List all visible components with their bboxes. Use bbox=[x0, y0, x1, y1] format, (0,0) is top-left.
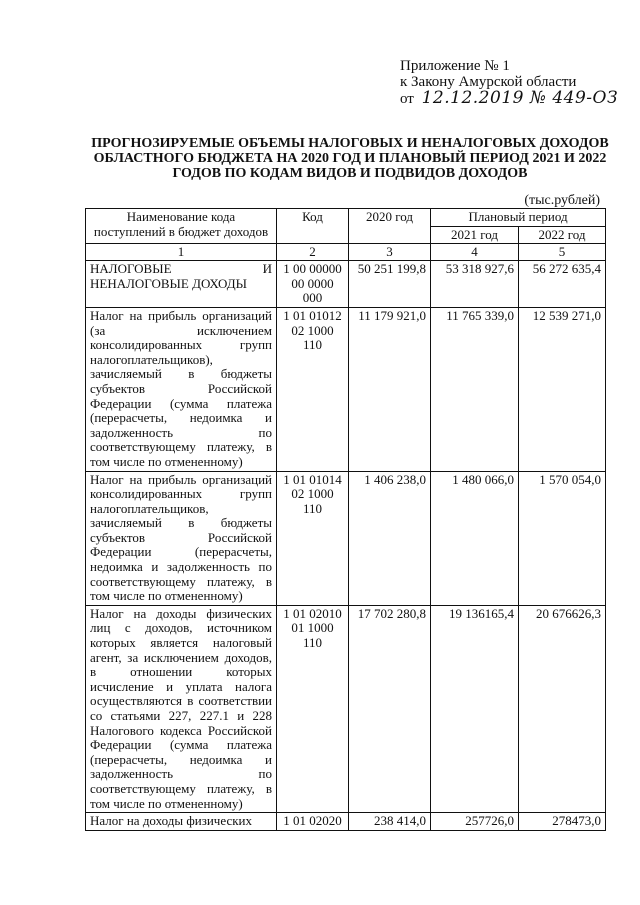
row-2021: 19 136165,4 bbox=[431, 605, 519, 812]
document-title: ПРОГНОЗИРУЕМЫЕ ОБЪЕМЫ НАЛОГОВЫХ И НЕНАЛОГОВЫХ ДОХОДОВ ОБЛАСТНОГО БЮДЖЕТА НА 2020 ГОД И ПЛАНОВЫЙ ПЕРИОД 2021 И 2022 ГОДОВ ПО КОДАМ ВИДОВ И ПОДВИДОВ ДОХОДОВ bbox=[91, 136, 609, 181]
header-name: Наименование кода поступлений в бюджет доходов bbox=[86, 209, 277, 244]
revenue-table bbox=[85, 208, 606, 831]
row-code: 1 00 00000 00 0000 000 bbox=[277, 261, 349, 308]
row-2021: 1 480 066,0 bbox=[431, 471, 519, 605]
row-name: Налог на прибыль организаций консолидированных групп налогоплательщиков, зачисляемый в бюджеты субъектов Российской Федерации (перерасчеты, недоимка и задолженность по соответствующему платежу, в том числе по отмененному) bbox=[86, 471, 277, 605]
row-name: Налог на доходы физических bbox=[86, 813, 277, 831]
row-2022: 278473,0 bbox=[519, 813, 606, 831]
handwritten-date-number: 12.12.2019 № 449-ОЗ bbox=[421, 88, 619, 108]
row-2022: 1 570 054,0 bbox=[519, 471, 606, 605]
row-2021: 53 318 927,6 bbox=[431, 261, 519, 308]
table-row bbox=[86, 261, 606, 308]
row-2020: 1 406 238,0 bbox=[349, 471, 431, 605]
row-2020: 11 179 921,0 bbox=[349, 307, 431, 471]
row-2020: 238 414,0 bbox=[349, 813, 431, 831]
appendix-date-prefix: от bbox=[400, 91, 414, 107]
row-code: 1 01 02020 bbox=[277, 813, 349, 831]
row-code: 1 01 01012 02 1000 110 bbox=[277, 307, 349, 471]
row-2022: 12 539 271,0 bbox=[519, 307, 606, 471]
row-name: Налог на прибыль организаций (за исключением консолидированных групп налогоплательщиков), зачисляемый в бюджеты субъектов Российской Федерации (сумма платежа (перерасчеты, недоимка и задолженность по соответствующему платежу, в том числе по отмененному) bbox=[86, 307, 277, 471]
column-number: 3 bbox=[349, 244, 431, 261]
header-2021: 2021 год bbox=[431, 226, 519, 244]
row-name: Налог на доходы физических лиц с доходов, источником которых является налоговый агент, за исключением доходов, в отношении которых исчисление и уплата налога осуществляются в соответствии со статьями 227, 227.1 и 228 Налогового кодекса Российской Федерации (сумма платежа (перерасчеты, недоимка и задолженность по соответствующему платежу, в том числе по отмененному) bbox=[86, 605, 277, 812]
row-code: 1 01 01014 02 1000 110 bbox=[277, 471, 349, 605]
header-2020: 2020 год bbox=[349, 209, 431, 244]
row-name: НАЛОГОВЫЕ И НЕНАЛОГОВЫЕ ДОХОДЫ bbox=[86, 261, 277, 308]
table-row bbox=[86, 605, 606, 812]
table-row bbox=[86, 307, 606, 471]
appendix-date-line bbox=[400, 90, 618, 107]
column-number-row bbox=[86, 244, 606, 261]
table-header-row bbox=[86, 209, 606, 227]
appendix-block bbox=[400, 58, 618, 107]
row-2022: 56 272 635,4 bbox=[519, 261, 606, 308]
row-2020: 17 702 280,8 bbox=[349, 605, 431, 812]
row-code: 1 01 02010 01 1000 110 bbox=[277, 605, 349, 812]
appendix-number: Приложение № 1 bbox=[400, 58, 510, 74]
column-number: 1 bbox=[86, 244, 277, 261]
row-2021: 11 765 339,0 bbox=[431, 307, 519, 471]
header-2022: 2022 год bbox=[519, 226, 606, 244]
table-row bbox=[86, 813, 606, 831]
table-row bbox=[86, 471, 606, 605]
column-number: 4 bbox=[431, 244, 519, 261]
column-number: 5 bbox=[519, 244, 606, 261]
row-2022: 20 676626,3 bbox=[519, 605, 606, 812]
header-code: Код bbox=[277, 209, 349, 244]
column-number: 2 bbox=[277, 244, 349, 261]
unit-label: (тыс.рублей) bbox=[524, 193, 600, 208]
header-plan-period: Плановый период bbox=[431, 209, 606, 227]
row-2020: 50 251 199,8 bbox=[349, 261, 431, 308]
row-2021: 257726,0 bbox=[431, 813, 519, 831]
appendix-law: к Закону Амурской области bbox=[400, 74, 577, 90]
